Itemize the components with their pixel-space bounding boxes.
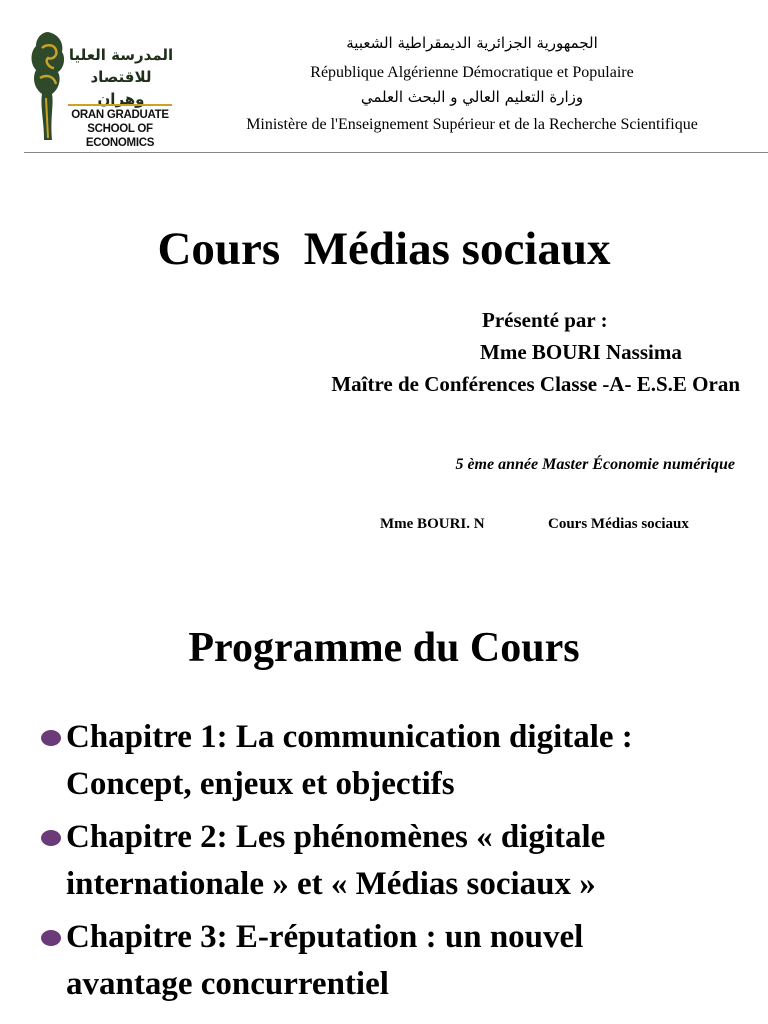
footer-course: Cours Médias sociaux — [548, 516, 689, 532]
republic-french: République Algérienne Démocratique et Populaire — [310, 64, 634, 81]
chapter-list — [40, 714, 744, 1014]
chapter-1-line-2: Concept, enjeux et objectifs — [66, 766, 455, 802]
list-item — [40, 714, 744, 808]
presenter-position: Maître de Conférences Classe -A- E.S.E Oran — [331, 372, 740, 396]
course-level: 5 ème année Master Économie numérique — [455, 456, 735, 473]
ministry-french: Ministère de l'Enseignement Supérieur et de la Recherche Scientifique — [246, 116, 698, 133]
footer-author: Mme BOURI. N — [380, 516, 485, 532]
chapter-2-line-1: Chapitre 2: Les phénomènes « digitale — [66, 819, 606, 855]
presenter-label: Présenté par : — [482, 308, 608, 332]
chapter-2-line-2: internationale » et « Médias sociaux » — [66, 866, 596, 902]
republic-arabic: الجمهورية الجزائرية الديمقراطية الشعبية — [346, 34, 598, 52]
logo-english-name: ORAN GRADUATE SCHOOL OF ECONOMICS — [71, 109, 169, 149]
logo-arabic-name: المدرسة العليا للاقتصاد وهران — [68, 46, 174, 108]
ministry-arabic: وزارة التعليم العالي و البحث العلمي — [360, 88, 584, 106]
list-item — [40, 914, 744, 1008]
chapter-3-line-1: Chapitre 3: E-réputation : un nouvel — [66, 919, 584, 955]
course-title: Cours Médias sociaux — [157, 223, 611, 275]
logo-divider — [68, 104, 172, 106]
header-divider — [24, 152, 768, 153]
page-header — [0, 0, 768, 156]
bullet-icon — [40, 729, 62, 747]
presenter-name: Mme BOURI Nassima — [480, 340, 682, 364]
bullet-icon — [40, 829, 62, 847]
programme-title: Programme du Cours — [188, 625, 580, 671]
list-item — [40, 814, 744, 908]
school-logo — [28, 28, 176, 149]
lion-emblem-icon — [28, 28, 68, 146]
chapter-1-line-1: Chapitre 1: La communication digitale : — [66, 719, 633, 755]
chapter-3-line-2: avantage concurrentiel — [66, 966, 389, 1002]
bullet-icon — [40, 929, 62, 947]
